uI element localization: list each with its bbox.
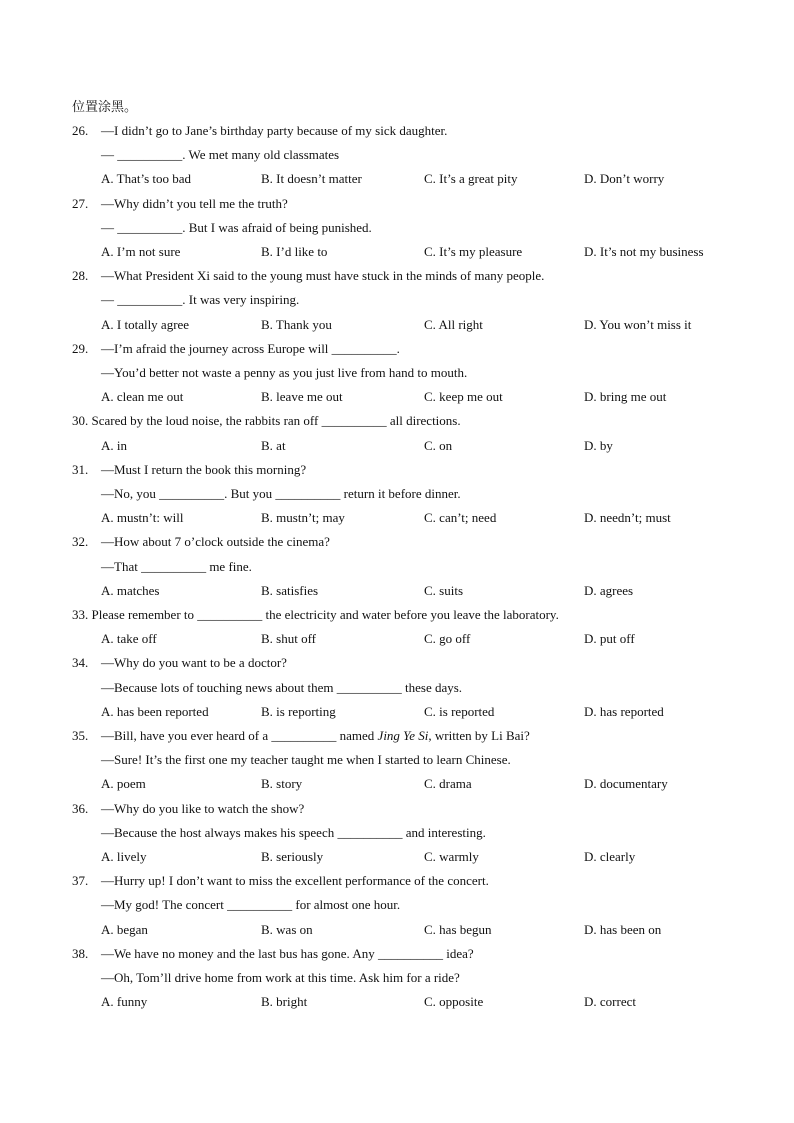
option-d[interactable]: D. by: [584, 437, 613, 453]
option-d[interactable]: D. agrees: [584, 582, 634, 598]
question-line-start: —Bill, have you ever heard of a __________ named: [101, 728, 378, 743]
option-c[interactable]: C. It’s a great pity: [424, 171, 518, 187]
question-38: [72, 942, 732, 1015]
option-a[interactable]: A. I’m not sure: [101, 243, 181, 259]
question-number: 26.: [72, 123, 89, 138]
option-d[interactable]: D. It’s not my business: [584, 243, 704, 259]
option-b[interactable]: B. Thank you: [261, 316, 332, 332]
option-a[interactable]: A. lively: [101, 848, 147, 864]
question-28: [72, 264, 732, 337]
question-line: —I’m afraid the journey across Europe will __________.: [101, 340, 400, 356]
option-b[interactable]: B. shut off: [261, 631, 317, 647]
option-d[interactable]: D. has been on: [584, 921, 662, 937]
option-b[interactable]: B. It doesn’t matter: [261, 171, 362, 187]
answer-line: —That __________ me fine.: [101, 558, 252, 574]
option-b[interactable]: B. leave me out: [261, 389, 343, 405]
question-number: 34.: [72, 655, 89, 671]
answer-line: —My god! The concert __________ for almost one hour.: [101, 897, 401, 913]
option-a[interactable]: A. clean me out: [101, 389, 184, 405]
option-c[interactable]: C. is reported: [424, 703, 495, 719]
answer-line: — __________. But I was afraid of being punished.: [101, 219, 372, 235]
option-c[interactable]: C. drama: [424, 776, 472, 792]
option-a[interactable]: A. began: [101, 921, 148, 937]
option-b[interactable]: B. was on: [261, 921, 313, 937]
question-line: —Why didn’t you tell me the truth?: [101, 195, 288, 211]
question-35: [72, 724, 732, 797]
option-d[interactable]: D. documentary: [584, 776, 668, 792]
option-d[interactable]: D. put off: [584, 631, 635, 647]
question-number: 35.: [72, 728, 89, 743]
answer-line: —Because the host always makes his speech __________ and interesting.: [101, 824, 486, 840]
question-36: [72, 797, 732, 870]
question-line: —Why do you want to be a doctor?: [101, 655, 287, 671]
question-line: —I didn’t go to Jane’s birthday party because of my sick daughter.: [101, 123, 448, 138]
option-b[interactable]: B. seriously: [261, 848, 324, 864]
question-number: 37.: [72, 873, 89, 889]
answer-line: — __________. We met many old classmates: [101, 147, 340, 163]
option-d[interactable]: D. clearly: [584, 848, 636, 864]
option-d[interactable]: D. has reported: [584, 703, 664, 719]
option-a[interactable]: A. poem: [101, 776, 146, 792]
question-number: 27.: [72, 195, 89, 211]
option-c[interactable]: C. keep me out: [424, 389, 503, 405]
question-number: 29.: [72, 340, 89, 356]
option-a[interactable]: A. take off: [101, 631, 157, 647]
answer-line: —Because lots of touching news about them __________ these days.: [101, 679, 463, 695]
option-c[interactable]: C. suits: [424, 582, 464, 598]
question-30: [72, 409, 732, 457]
option-a[interactable]: A. I totally agree: [101, 316, 190, 332]
question-line: 30. Scared by the loud noise, the rabbits ran off __________ all directions.: [72, 413, 461, 429]
question-line: —We have no money and the last bus has gone. Any __________ idea?: [101, 945, 474, 961]
option-c[interactable]: C. go off: [424, 631, 471, 647]
option-a[interactable]: A. That’s too bad: [101, 171, 192, 187]
option-a[interactable]: A. in: [101, 437, 127, 453]
option-c[interactable]: C. warmly: [424, 848, 479, 864]
option-b[interactable]: B. bright: [261, 994, 308, 1010]
option-b[interactable]: B. story: [261, 776, 303, 792]
answer-line: —No, you __________. But you __________ return it before dinner.: [101, 485, 461, 501]
option-d[interactable]: D. bring me out: [584, 389, 667, 405]
answer-line: —Sure! It’s the first one my teacher taught me when I started to learn Chinese.: [101, 752, 511, 768]
question-26: [72, 119, 732, 192]
option-b[interactable]: B. I’d like to: [261, 243, 328, 259]
option-d[interactable]: D. Don’t worry: [584, 171, 665, 187]
option-d[interactable]: D. needn’t; must: [584, 510, 671, 526]
question-line: —Must I return the book this morning?: [101, 461, 307, 477]
question-line: —Why do you like to watch the show?: [101, 800, 305, 816]
option-d[interactable]: D. You won’t miss it: [584, 316, 692, 332]
question-line: 33. Please remember to __________ the electricity and water before you leave the laboratory.: [72, 607, 559, 622]
option-a[interactable]: A. mustn’t: will: [101, 510, 184, 526]
question-line: [101, 724, 530, 748]
question-number: 32.: [72, 534, 89, 550]
question-27: [72, 192, 732, 265]
question-34: [72, 651, 732, 724]
option-a[interactable]: A. has been reported: [101, 703, 209, 719]
option-c[interactable]: C. All right: [424, 316, 483, 332]
poem-title: Jing Ye Si: [377, 728, 429, 743]
option-b[interactable]: B. at: [261, 437, 286, 453]
question-29: [72, 337, 732, 410]
option-b[interactable]: B. is reporting: [261, 703, 336, 719]
option-c[interactable]: C. opposite: [424, 994, 484, 1010]
option-b[interactable]: B. satisfies: [261, 582, 319, 598]
option-a[interactable]: A. matches: [101, 582, 160, 598]
answer-line: —You’d better not waste a penny as you just live from hand to mouth.: [101, 364, 468, 380]
option-c[interactable]: C. has begun: [424, 921, 492, 937]
answer-line: — __________. It was very inspiring.: [101, 292, 300, 308]
question-number: 31.: [72, 461, 89, 477]
question-number: 36.: [72, 800, 89, 816]
question-33: [72, 603, 732, 651]
option-b[interactable]: B. mustn’t; may: [261, 510, 345, 526]
question-37: [72, 869, 732, 942]
question-line: —What President Xi said to the young must have stuck in the minds of many people.: [101, 268, 545, 284]
question-number: 28.: [72, 268, 89, 284]
answer-line: —Oh, Tom’ll drive home from work at this time. Ask him for a ride?: [101, 969, 460, 985]
question-line: —How about 7 o’clock outside the cinema?: [101, 534, 330, 550]
question-number: 38.: [72, 945, 89, 961]
question-line-end: , written by Li Bai?: [428, 728, 530, 743]
question-32: [72, 530, 732, 603]
question-31: [72, 458, 732, 531]
option-c[interactable]: C. It’s my pleasure: [424, 243, 523, 259]
intro-text: 位置涂黑。: [72, 100, 138, 115]
option-a[interactable]: A. funny: [101, 994, 148, 1010]
option-c[interactable]: C. can’t; need: [424, 510, 497, 526]
question-line: —Hurry up! I don’t want to miss the excellent performance of the concert.: [101, 873, 489, 889]
option-c[interactable]: C. on: [424, 437, 453, 453]
option-d[interactable]: D. correct: [584, 994, 636, 1010]
